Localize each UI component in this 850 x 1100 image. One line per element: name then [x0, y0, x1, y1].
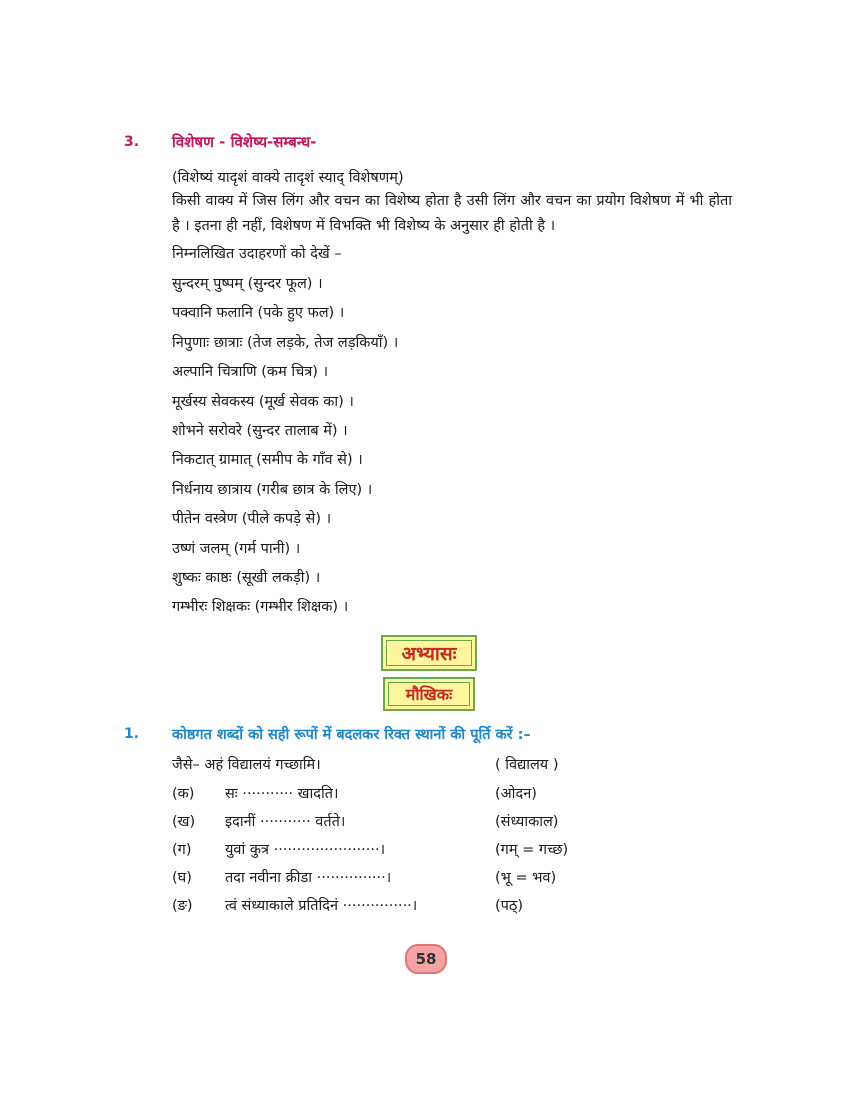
exercise-item — [172, 839, 602, 863]
examples-list — [172, 270, 398, 623]
list-item: शुष्कः काष्ठः (सूखी लकड़ी) । — [172, 569, 321, 586]
item-label: (ङ) — [172, 898, 193, 914]
item-label: (क) — [172, 786, 195, 802]
example-row — [172, 754, 602, 778]
maukhika-heading: मौखिकः — [388, 682, 470, 706]
exercise-item — [172, 895, 602, 919]
maukhika-heading-box — [383, 677, 475, 711]
exercise-number: 1. — [124, 726, 140, 742]
item-hint: (गम् = गच्छ) — [495, 842, 569, 858]
list-item: पीतेन वस्त्रेण (पीले कपड़े से) । — [172, 511, 332, 528]
page-number: 58 — [405, 944, 447, 974]
item-text: सः ··········· खादति। — [225, 786, 339, 802]
item-hint: (संध्याकाल) — [495, 814, 559, 830]
list-item: निपुणाः छात्राः (तेज लड़के, तेज लड़कियाँ) । — [172, 334, 399, 351]
list-item: निकटात् ग्रामात् (समीप के गाँव से) । — [172, 452, 363, 469]
exercise-title: कोष्ठगत शब्दों को सही रूपों में बदलकर रिक्त स्थानों की पूर्ति करें :– — [172, 727, 531, 743]
exercise-item — [172, 867, 602, 891]
item-text: इदानीं ··········· वर्तते। — [225, 814, 346, 830]
abhyasa-heading-box — [381, 635, 477, 671]
list-item: मूर्खस्य सेवकस्य (मूर्ख सेवक का) । — [172, 393, 354, 410]
list-item: गम्भीरः शिक्षकः (गम्भीर शिक्षक) । — [172, 599, 349, 616]
item-hint: (पठ्) — [495, 898, 523, 914]
abhyasa-heading: अभ्यासः — [386, 640, 472, 666]
section-title: विशेषण - विशेष्य-सम्बन्ध- — [172, 133, 317, 151]
item-label: (ख) — [172, 814, 196, 830]
examples-intro: निम्नलिखित उदाहरणों को देखें – — [172, 246, 342, 262]
section-number: 3. — [124, 134, 140, 150]
item-hint: (भू = भव) — [495, 870, 557, 886]
item-text: त्वं संध्याकाले प्रतिदिनं ···············। — [225, 898, 418, 914]
item-label: (ग) — [172, 842, 192, 858]
item-text: युवां कुत्र ·······················। — [225, 842, 386, 858]
list-item: उष्णं जलम् (गर्म पानी) । — [172, 540, 301, 557]
list-item: शोभने सरोवरे (सुन्दर तालाब में) । — [172, 422, 348, 439]
list-item: निर्धनाय छात्राय (गरीब छात्र के लिए) । — [172, 481, 373, 498]
item-label: (घ) — [172, 870, 192, 886]
list-item: सुन्दरम् पुष्पम् (सुन्दर फूल) । — [172, 276, 323, 292]
item-text: तदा नवीना क्रीडा ···············। — [225, 870, 392, 886]
exercise-item — [172, 811, 602, 835]
explanation-paragraph: किसी वाक्य में जिस लिंग और वचन का विशेष्य होता है उसी लिंग और वचन का प्रयोग विशेषण में भी होता है । इतना ही नहीं, विशेषण में विभक्ति भी विशेष्य के अनुसार ही होती है । — [172, 193, 732, 234]
list-item: पक्वानि फलानि (पके हुए फल) । — [172, 305, 345, 322]
example-hint: ( विद्यालय ) — [495, 757, 559, 773]
exercise-item — [172, 783, 602, 807]
sutra-line: (विशेष्यं यादृशं वाक्ये तादृशं स्याद् विशेषणम्) — [172, 170, 404, 186]
example-text: जैसे– अहं विद्यालयं गच्छामि। — [172, 757, 321, 773]
list-item: अल्पानि चित्राणि (कम चित्र) । — [172, 364, 329, 381]
item-hint: (ओदन) — [495, 786, 537, 802]
